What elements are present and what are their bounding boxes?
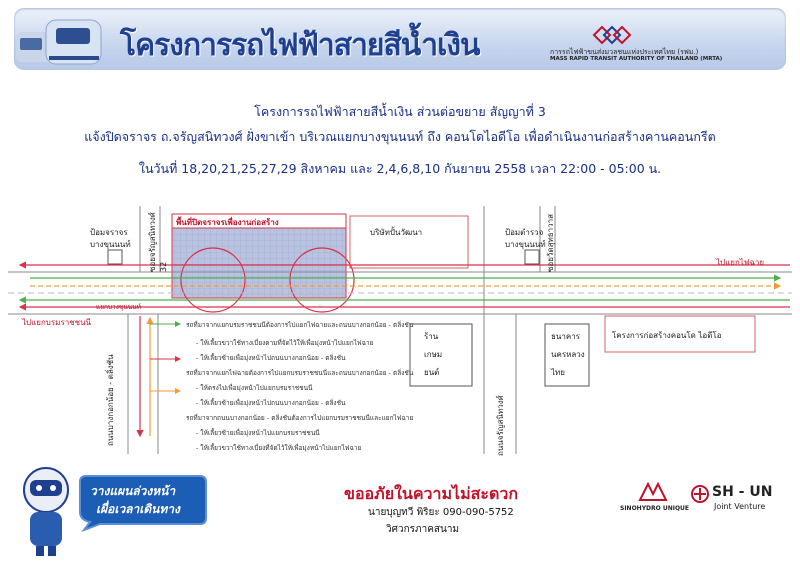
org-name-thai: การรถไฟฟ้าขนส่งมวลชนแห่งประเทศไทย (รฟม.) [550,48,699,56]
legend-line-1: รถที่มาจากแยกบรมราชชนนีต้องการไปแยกไฟฉายและถนนบางกอกน้อย - ตลิ่งชัน [186,321,414,329]
org-name-english: MASS RAPID TRANSIT AUTHORITY OF THAILAND (MRTA) [550,56,723,62]
soi-right-label: ซอยวัดสุทธาวาส [546,213,555,272]
to-taling-chan-label: ไปแยกไฟฉาย [716,258,765,267]
police-box-left [108,250,122,264]
contact-person: นายบุญทวี พิริยะ 090-090-5752 [368,507,514,518]
mrta-logo-icon [592,24,632,46]
contact-role: วิศวกรภาคสนาม [386,524,460,535]
police-left-label: ป้อมจราจร [90,228,128,237]
company-label: บริษัทปั้นวัฒนา [370,228,423,237]
notice-closure-line: แจ้งปิดจราจร ถ.จรัญสนิทวงศ์ ฝั่งขาเข้า บริเวณแยกบางขุนนนท์ ถึง คอนโดไอดีโอ เพื่อดำเนินงานก่อสร้างคานคอนกรีต [84,129,716,144]
jv-label: Joint Venture [714,502,766,511]
legend-line-6: - ให้เลี้ยวซ้ายเพื่อมุ่งหน้าไปถนนบางกอกน้อย - ตลิ่งชัน [196,399,346,407]
closure-label: พื้นที่ปิดจราจรเพื่องานก่อสร้าง [176,218,279,227]
shop-label-2: เกษม [424,350,443,359]
mascot-icon [14,462,78,558]
intersection-label: แยกบางขุนนนท์ [96,303,141,311]
company-block [350,216,468,268]
sinohydro-logo-icon [638,480,668,504]
sinohydro-label: SINOHYDRO UNIQUE [620,505,690,512]
soi32-label: ซอยจรัญสนิทวงศ์ 32 [148,212,168,272]
condo-label: โครงการก่อสร้างคอนโด ไอดีโอ [612,331,722,340]
shop-label-1: ร้าน [424,332,439,341]
jv-logo-icon [690,484,710,504]
notice-date-line: ในวันที่ 18,20,21,25,27,29 สิงหาคม และ 2,4,6,8,10 กันยายน 2558 เวลา 22:00 - 05:00 น. [138,161,662,176]
legend-line-2: - ให้เลี้ยวขวาใช้ทางเบี่ยงตามที่จัดไว้ให้เพื่อมุ่งหน้าไปแยกไฟฉาย [196,339,374,347]
bank-label-3: ไทย [551,368,565,377]
police-box-right [525,250,539,264]
road-right-label: ถนนจรัญสนิทวงศ์ [496,395,505,456]
apology-text: ขออภัยในความไม่สะดวก [344,484,519,503]
legend-line-8: - ให้เลี้ยวซ้ายเพื่อมุ่งหน้าไปแยกบรมราชชนนี [196,429,320,437]
police-right-label: ป้อมตำรวจ [505,228,544,237]
bubble-text-line2: เผื่อเวลาเดินทาง [96,502,180,516]
to-ratchawithi-label: ไปแยกบรมราชชนนี [22,318,92,327]
police-right-label-2: บางขุนนนท์ [505,240,546,249]
train-illustration-icon [16,12,116,68]
notice-project-line: โครงการรถไฟฟ้าสายสีน้ำเงิน ส่วนต่อขยาย สัญญาที่ 3 [254,104,546,119]
bank-label-2: นครหลวง [551,350,585,359]
closure-zone [172,228,346,298]
legend-line-7: รถที่มาจากถนนบางกอกน้อย - ตลิ่งชันต้องการไปแยกบรมราชชนนีและแยกไฟฉาย [186,414,414,422]
bank-label-1: ธนาคาร [551,332,580,341]
jv-name: SH - UN [712,484,773,500]
shop-label-3: ยนต์ [424,368,440,377]
page-title: โครงการรถไฟฟ้าสายสีน้ำเงิน [120,28,480,63]
legend-line-5: - ให้ตรงไปเพื่อมุ่งหน้าไปแยกบรมราชชนนี [196,384,313,392]
legend-line-9: - ให้เลี้ยวขวาใช้ทางเบี่ยงที่จัดไว้ให้เพื่อมุ่งหน้าไปแยกไฟฉาย [196,444,362,452]
bubble-text-line1: วางแผนล่วงหน้า [90,484,176,498]
legend-line-3: - ให้เลี้ยวซ้ายเพื่อมุ่งหน้าไปถนนบางกอกน้อย - ตลิ่งชัน [196,354,346,362]
legend-line-4: รถที่มาจากแยกไฟฉายต้องการไปแยกบรมราชชนนีและถนนบางกอกน้อย - ตลิ่งชัน [186,369,414,377]
road-left-label: ถนนบางกอกน้อย - ตลิ่งชัน [106,354,115,446]
police-left-label-2: บางขุนนนท์ [90,240,131,249]
